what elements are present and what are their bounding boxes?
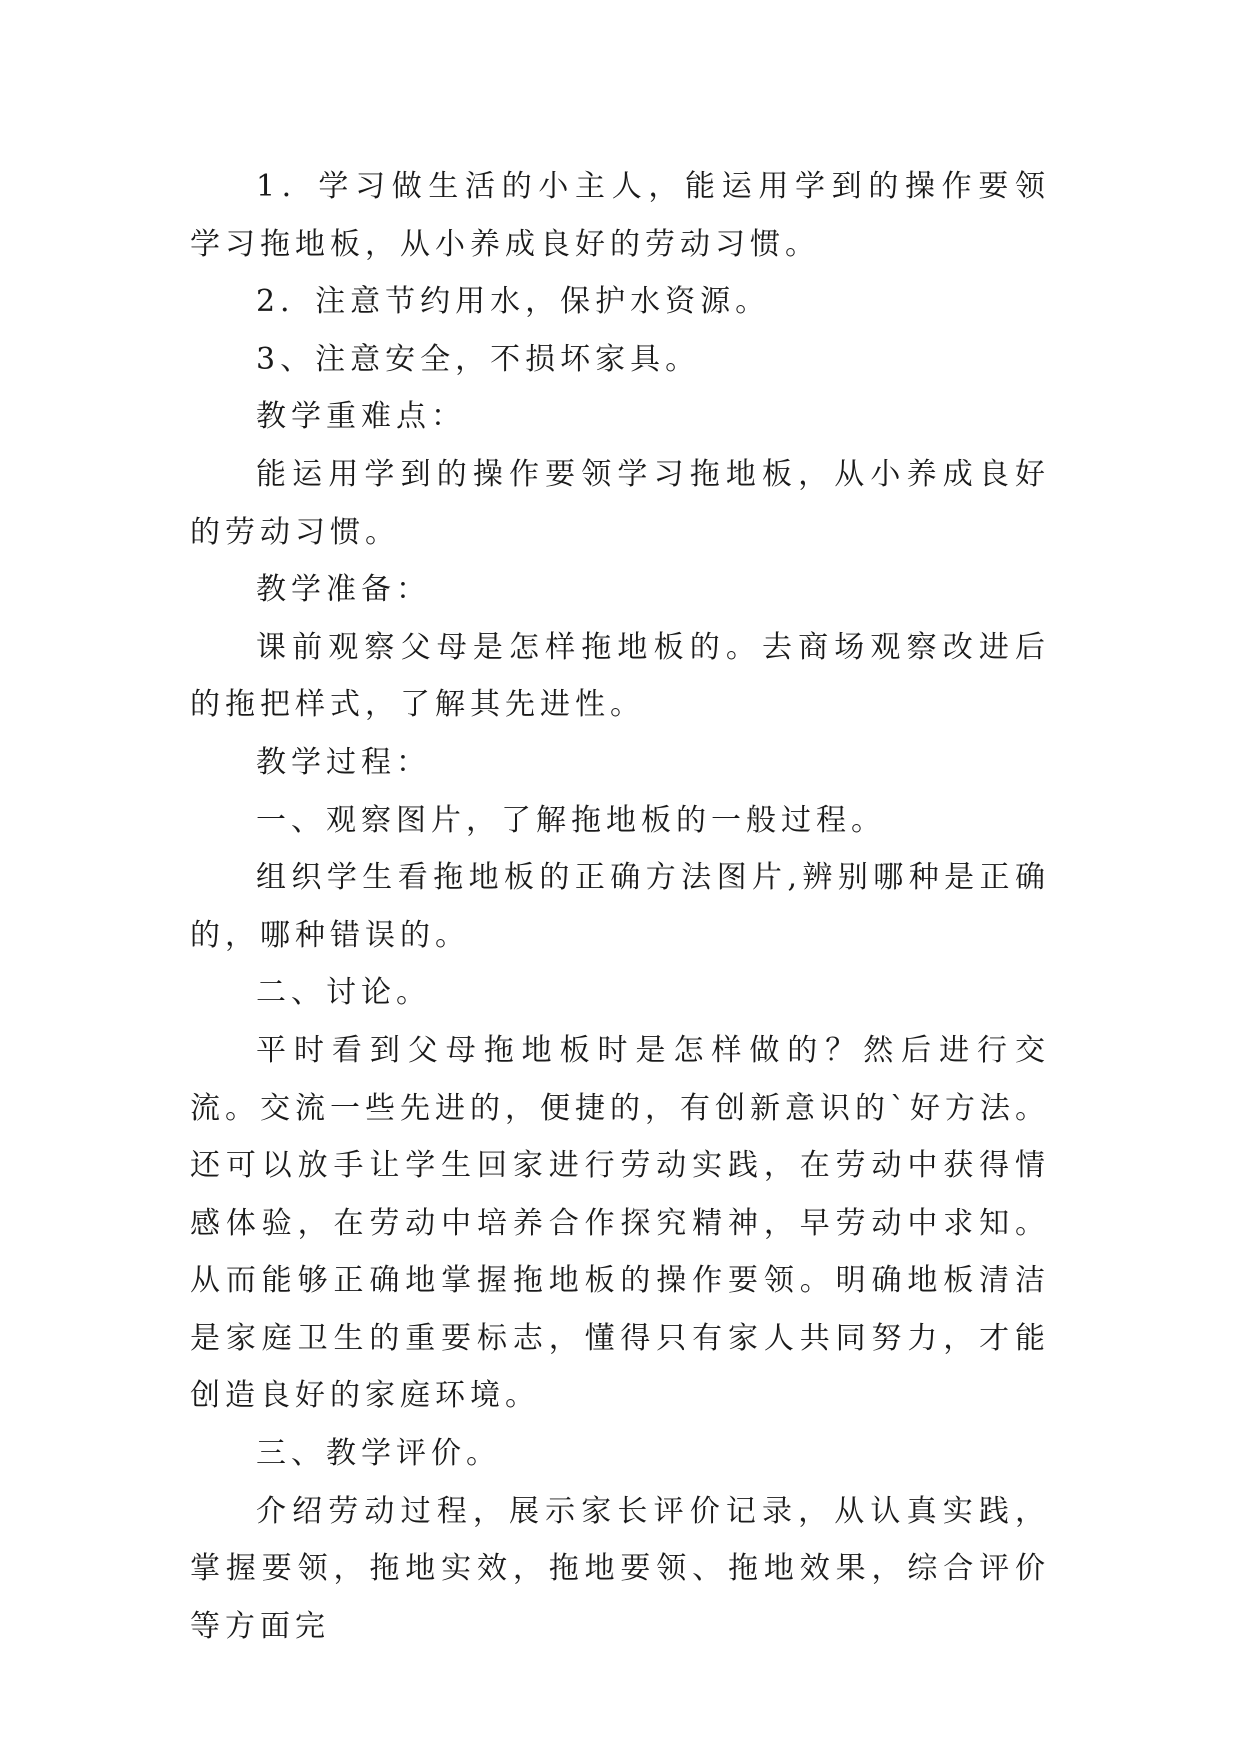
step-1-text: 组织学生看拖地板的正确方法图片,辨别哪种是正确的，哪种错误的。: [190, 860, 1050, 953]
step-2-heading: 二、讨论。: [256, 975, 431, 1011]
goal-item-1: 1．学习做生活的小主人，能运用学到的操作要领学习拖地板，从小养成良好的劳动习惯。: [190, 169, 1050, 262]
section-heading-key-points: 教学重难点：: [256, 399, 466, 435]
key-points-text: 能运用学到的操作要领学习拖地板，从小养成良好的劳动习惯。: [190, 456, 1050, 550]
step-2-text: 平时看到父母拖地板时是怎样做的？然后进行交流。交流一些先进的，便捷的，有创新意识的`好方法。还可以放手让学生回家进行劳动实践，在劳动中获得情感体验，在劳动中培养合作探究精神，早劳动中求知。从而能够正确地掌握拖地板的操作要领。明确地板清洁是家庭卫生的重要标志，懂得只有家人共同努力，才能创造良好的家庭环境。: [190, 1032, 1050, 1414]
section-heading-preparation: 教学准备：: [256, 572, 431, 608]
section-heading-process: 教学过程：: [256, 744, 431, 780]
goal-item-2: 2．注意节约用水，保护水资源。: [256, 284, 771, 320]
step-1-heading: 一、观察图片，了解拖地板的一般过程。: [256, 802, 886, 838]
step-3-heading: 三、教学评价。: [256, 1436, 501, 1472]
document-body: [190, 158, 1050, 1655]
preparation-text: 课前观察父母是怎样拖地板的。去商场观察改进后的拖把样式，了解其先进性。: [190, 629, 1050, 723]
step-3-text: 介绍劳动过程，展示家长评价记录，从认真实践，掌握要领，拖地实效，拖地要领、拖地效果，综合评价等方面完: [190, 1493, 1050, 1644]
goal-item-3: 3、注意安全，不损坏家具。: [256, 341, 701, 377]
